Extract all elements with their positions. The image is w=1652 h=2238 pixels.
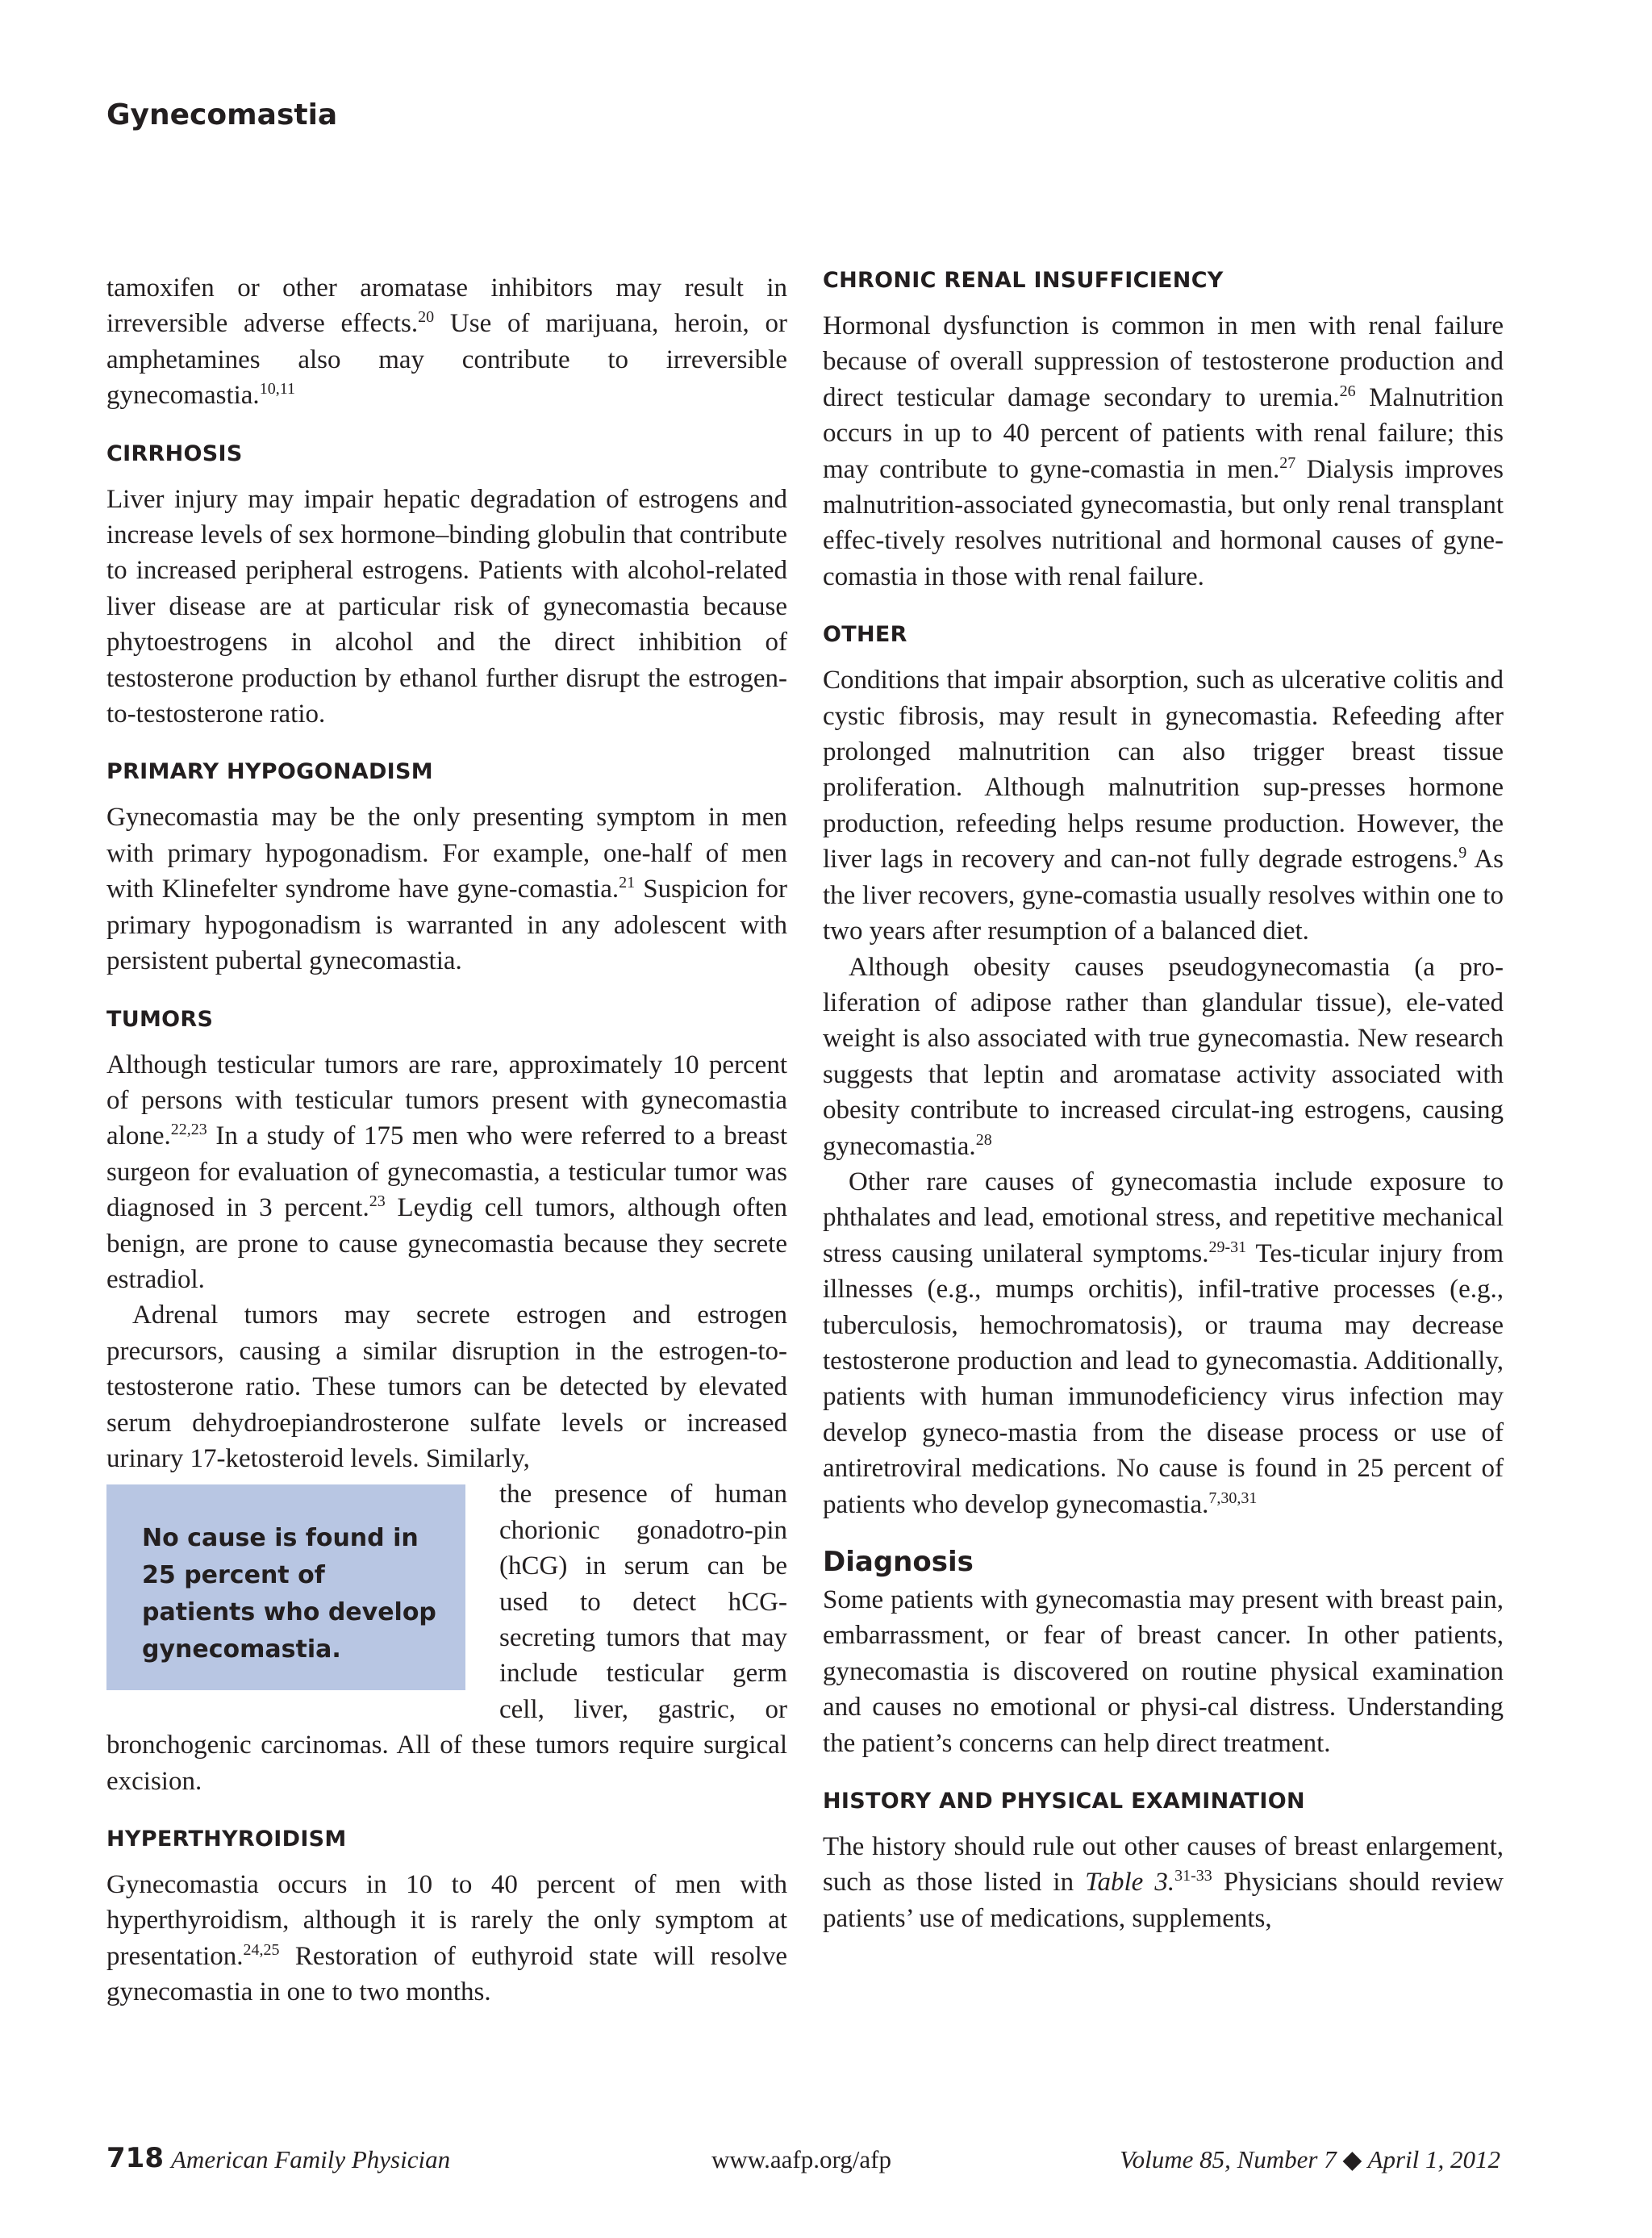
paragraph: Gynecomastia may be the only presenting symptom in men with primary hypogonadism. For example, one-half of men with Klinefelter syndrome have gyne-comastia.$^{21}$ Suspicion for primary hypogonadism is warranted in any adolescent with persistent pubertal gynecomastia. [106, 803, 787, 976]
section-heading-chronic-renal-insufficiency: CHRONIC RENAL INSUFFICIENCY [823, 268, 1224, 293]
paragraph: Other rare causes of gynecomastia include exposure to phthalates and lead, emotional stress, and repetitive mechanical stress causing unilateral symptoms.$^{29-31}$ Tes-ticular injury from illnesses (e.g., mumps orchitis), infil-trative processes (e.g., tuberculosis, hemochromatosis), or trauma may decrease testosterone production and lead to gynecomastia. Additionally, patients with human immunodeficiency virus infection may develop gyneco-mastia from the disease process or use of antiretroviral medications. No cause is found in 25 percent of patients who develop gynecomastia.$^{7,30,31}$ [823, 1167, 1504, 1519]
issue-info: Volume 85, Number 7 ◆ April 1, 2012 [1120, 2145, 1500, 2173]
table-reference: Table 3. [1085, 1868, 1175, 1898]
journal-name: American Family Physician [171, 2145, 451, 2173]
page-footer [106, 2142, 1500, 2182]
paragraph: Gynecomastia occurs in 10 to 40 percent of men with hyperthyroidism, although it is rarely the only symptom at presentation.$^{24,25}$ Restoration of euthyroid state will resolve gynecomastia in one to two months. [106, 1870, 787, 2007]
section-heading-tumors: TUMORS [106, 1006, 214, 1032]
paragraph: The history should rule out other causes of breast enlargement, such as those listed in Table 3.$^{31-33}$ Physicians should review patients’ use of medications, supplements, [823, 1832, 1504, 1933]
section-heading-history-physical-exam: HISTORY AND PHYSICAL EXAMINATION [823, 1789, 1305, 1814]
right-column [823, 265, 1504, 1936]
paragraph: Although obesity causes pseudogynecomastia (a pro-liferation of adipose rather than glandular tissue), ele-vated weight is also associated with true gynecomastia. New research suggests that leptin and aromatase activity associated with obesity contribute to increased circulat-ing estrogens, causing gynecomastia.$^{28}$ [823, 952, 1504, 1161]
section-heading-hyperthyroidism: HYPERTHYROIDISM [106, 1827, 347, 1852]
paragraph: Conditions that impair absorption, such as ulcerative colitis and cystic fibrosis, may result in gynecomastia. Refeeding after prolonged malnutrition can also trigger breast tissue proliferation. Although malnutrition sup-presses hormone production, refeeding helps resume production. However, the liver lags in recovery and can-not fully degrade estrogens.$^9$ As the liver recovers, gyne-comastia usually resolves within one to two years after resumption of a balanced diet. [823, 666, 1504, 946]
paragraph: tamoxifen or other aromatase inhibitors may result in irreversible adverse effects.$^{20}$ Use of marijuana, heroin, or amphetamines also may contribute to irreversible gynecomastia.$^{10,11}$ [106, 273, 787, 411]
paragraph: Hormonal dysfunction is common in men with renal failure because of overall suppression of testosterone production and direct testicular damage secondary to uremia.$^{26}$ Malnutrition occurs in up to 40 percent of patients with renal failure; this may contribute to gyne-comastia in men.$^{27}$ Dialysis improves malnutrition-associated gynecomastia, but only renal transplant effec-tively resolves nutritional and hormonal causes of gyne-comastia in those with renal failure. [823, 311, 1504, 591]
paragraph: Liver injury may impair hepatic degradation of estrogens and increase levels of sex hormone–binding globulin that contribute to increased peripheral estrogens. Patients with alcohol-related liver disease are at particular risk of gynecomastia because phytoestrogens in alcohol and the direct inhibition of testosterone production by ethanol further disrupt the estrogen-to-testosterone ratio. [106, 484, 787, 729]
section-heading-other: OTHER [823, 622, 907, 648]
paragraph: Although testicular tumors are rare, approximately 10 percent of persons with testicular tumors present with gynecomastia alone.$^{22,23}$ In a study of 175 men who were referred to a breast surgeon for evaluation of gynecomastia, a testicular tumor was diagnosed in 3 percent.$^{23}$ Leydig cell tumors, although often benign, are prone to cause gynecomastia because they secrete estradiol. [106, 1050, 788, 1294]
section-heading-cirrhosis: CIRRHOSIS [106, 441, 243, 466]
left-column [106, 270, 787, 2010]
paragraph: the presence of human chorionic gonadotro-pin (hCG) in serum can be used to detect hCG-secreting tumors that may include testicular germ cell, liver, gastric, or bronchogenic carcinomas. All of these tumors require surgical excision. [106, 1480, 787, 1796]
paragraph: Adrenal tumors may secrete estrogen and estrogen precursors, causing a similar disruption in the estrogen-to-testosterone ratio. These tumors can be detected by elevated serum dehydroepiandrosterone sulfate levels or increased urinary 17-ketosteroid levels. Similarly, [106, 1301, 787, 1473]
pull-quote: No cause is found in 25 percent of patients who develop gynecomastia. [106, 1484, 465, 1690]
page-number: 718 [106, 2142, 164, 2174]
section-heading-primary-hypogonadism: PRIMARY HYPOGONADISM [106, 759, 433, 785]
journal-url: www.aafp.org/afp [711, 2145, 891, 2173]
running-head: Gynecomastia [106, 98, 338, 132]
paragraph: Some patients with gynecomastia may present with breast pain, embarrassment, or fear of breast cancer. In other patients, gynecomastia is discovered on routine physical examination and causes no emotional or physi-cal distress. Understanding the patient’s concerns can help direct treatment. [823, 1585, 1504, 1758]
section-heading-diagnosis: Diagnosis [823, 1546, 974, 1578]
